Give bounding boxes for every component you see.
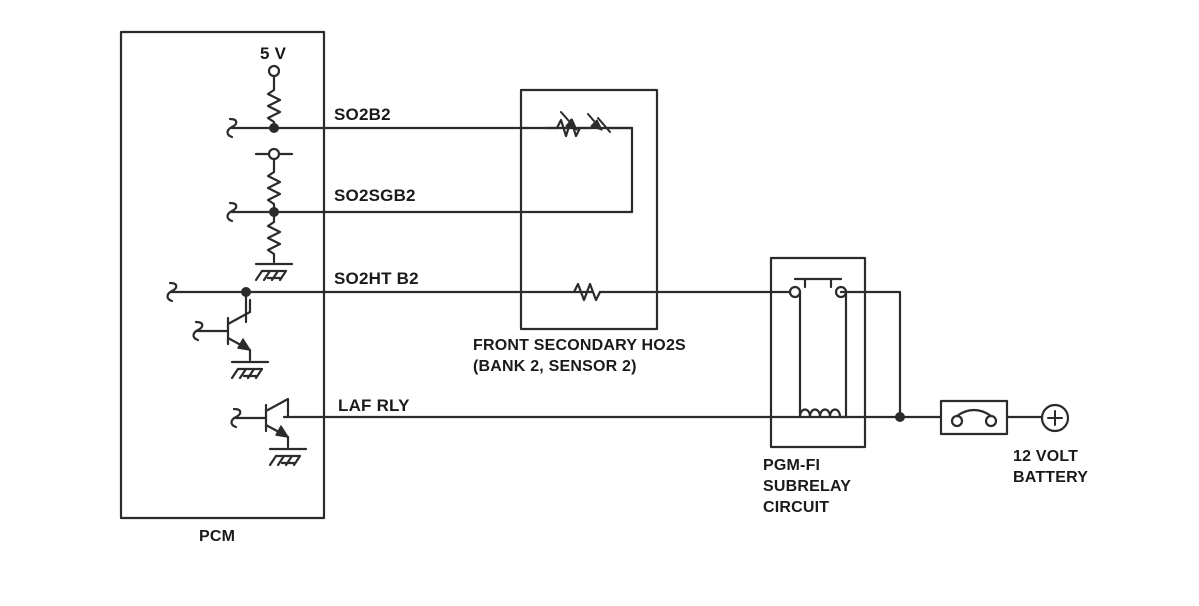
ground-symbol-so2sgb2 — [256, 264, 292, 280]
fuse-link — [957, 410, 991, 416]
terminal-circle-so2sgb2 — [269, 149, 279, 159]
label-so2b2: SO2B2 — [334, 105, 391, 124]
label-relay-line1: PGM-FI — [763, 457, 821, 474]
label-so2sgb2: SO2SGB2 — [334, 186, 416, 205]
resistor-so2sgb2-upper — [268, 168, 280, 212]
fuse-terminal-left — [952, 416, 962, 426]
resistor-so2b2-pullup — [268, 86, 280, 128]
fuse-terminal-right — [986, 416, 996, 426]
ho2s-sensor-box — [521, 90, 657, 329]
label-relay-line3: CIRCUIT — [763, 499, 830, 516]
ground-symbol-laf — [270, 449, 306, 465]
label-5v: 5 V — [260, 44, 287, 63]
label-relay-line2: SUBRELAY — [763, 478, 852, 495]
label-so2ht-b2: SO2HT B2 — [334, 269, 419, 288]
transistor-laf-arrow — [276, 426, 288, 437]
resistor-so2sgb2-lower — [268, 212, 280, 262]
label-laf-rly: LAF RLY — [338, 396, 410, 415]
label-ho2s-line1: FRONT SECONDARY HO2S — [473, 337, 686, 354]
transistor-so2ht-arrow — [238, 339, 250, 350]
pgmfi-subrelay-box — [771, 258, 865, 447]
fuse-box — [941, 401, 1007, 434]
pcm-box — [121, 32, 324, 518]
label-pcm: PCM — [199, 528, 236, 545]
ground-symbol-so2ht — [232, 362, 268, 378]
label-battery-line2: BATTERY — [1013, 469, 1089, 486]
relay-contact-left-terminal — [790, 287, 800, 297]
label-battery-line1: 12 VOLT — [1013, 448, 1079, 465]
relay-coil — [800, 410, 846, 418]
sensor-element-wire-right — [605, 128, 632, 212]
transistor-laf-collector — [266, 399, 288, 417]
label-ho2s-line2: (BANK 2, SENSOR 2) — [473, 358, 637, 375]
terminal-circle-5v — [269, 66, 279, 76]
wire-relay-to-battery — [841, 292, 900, 417]
